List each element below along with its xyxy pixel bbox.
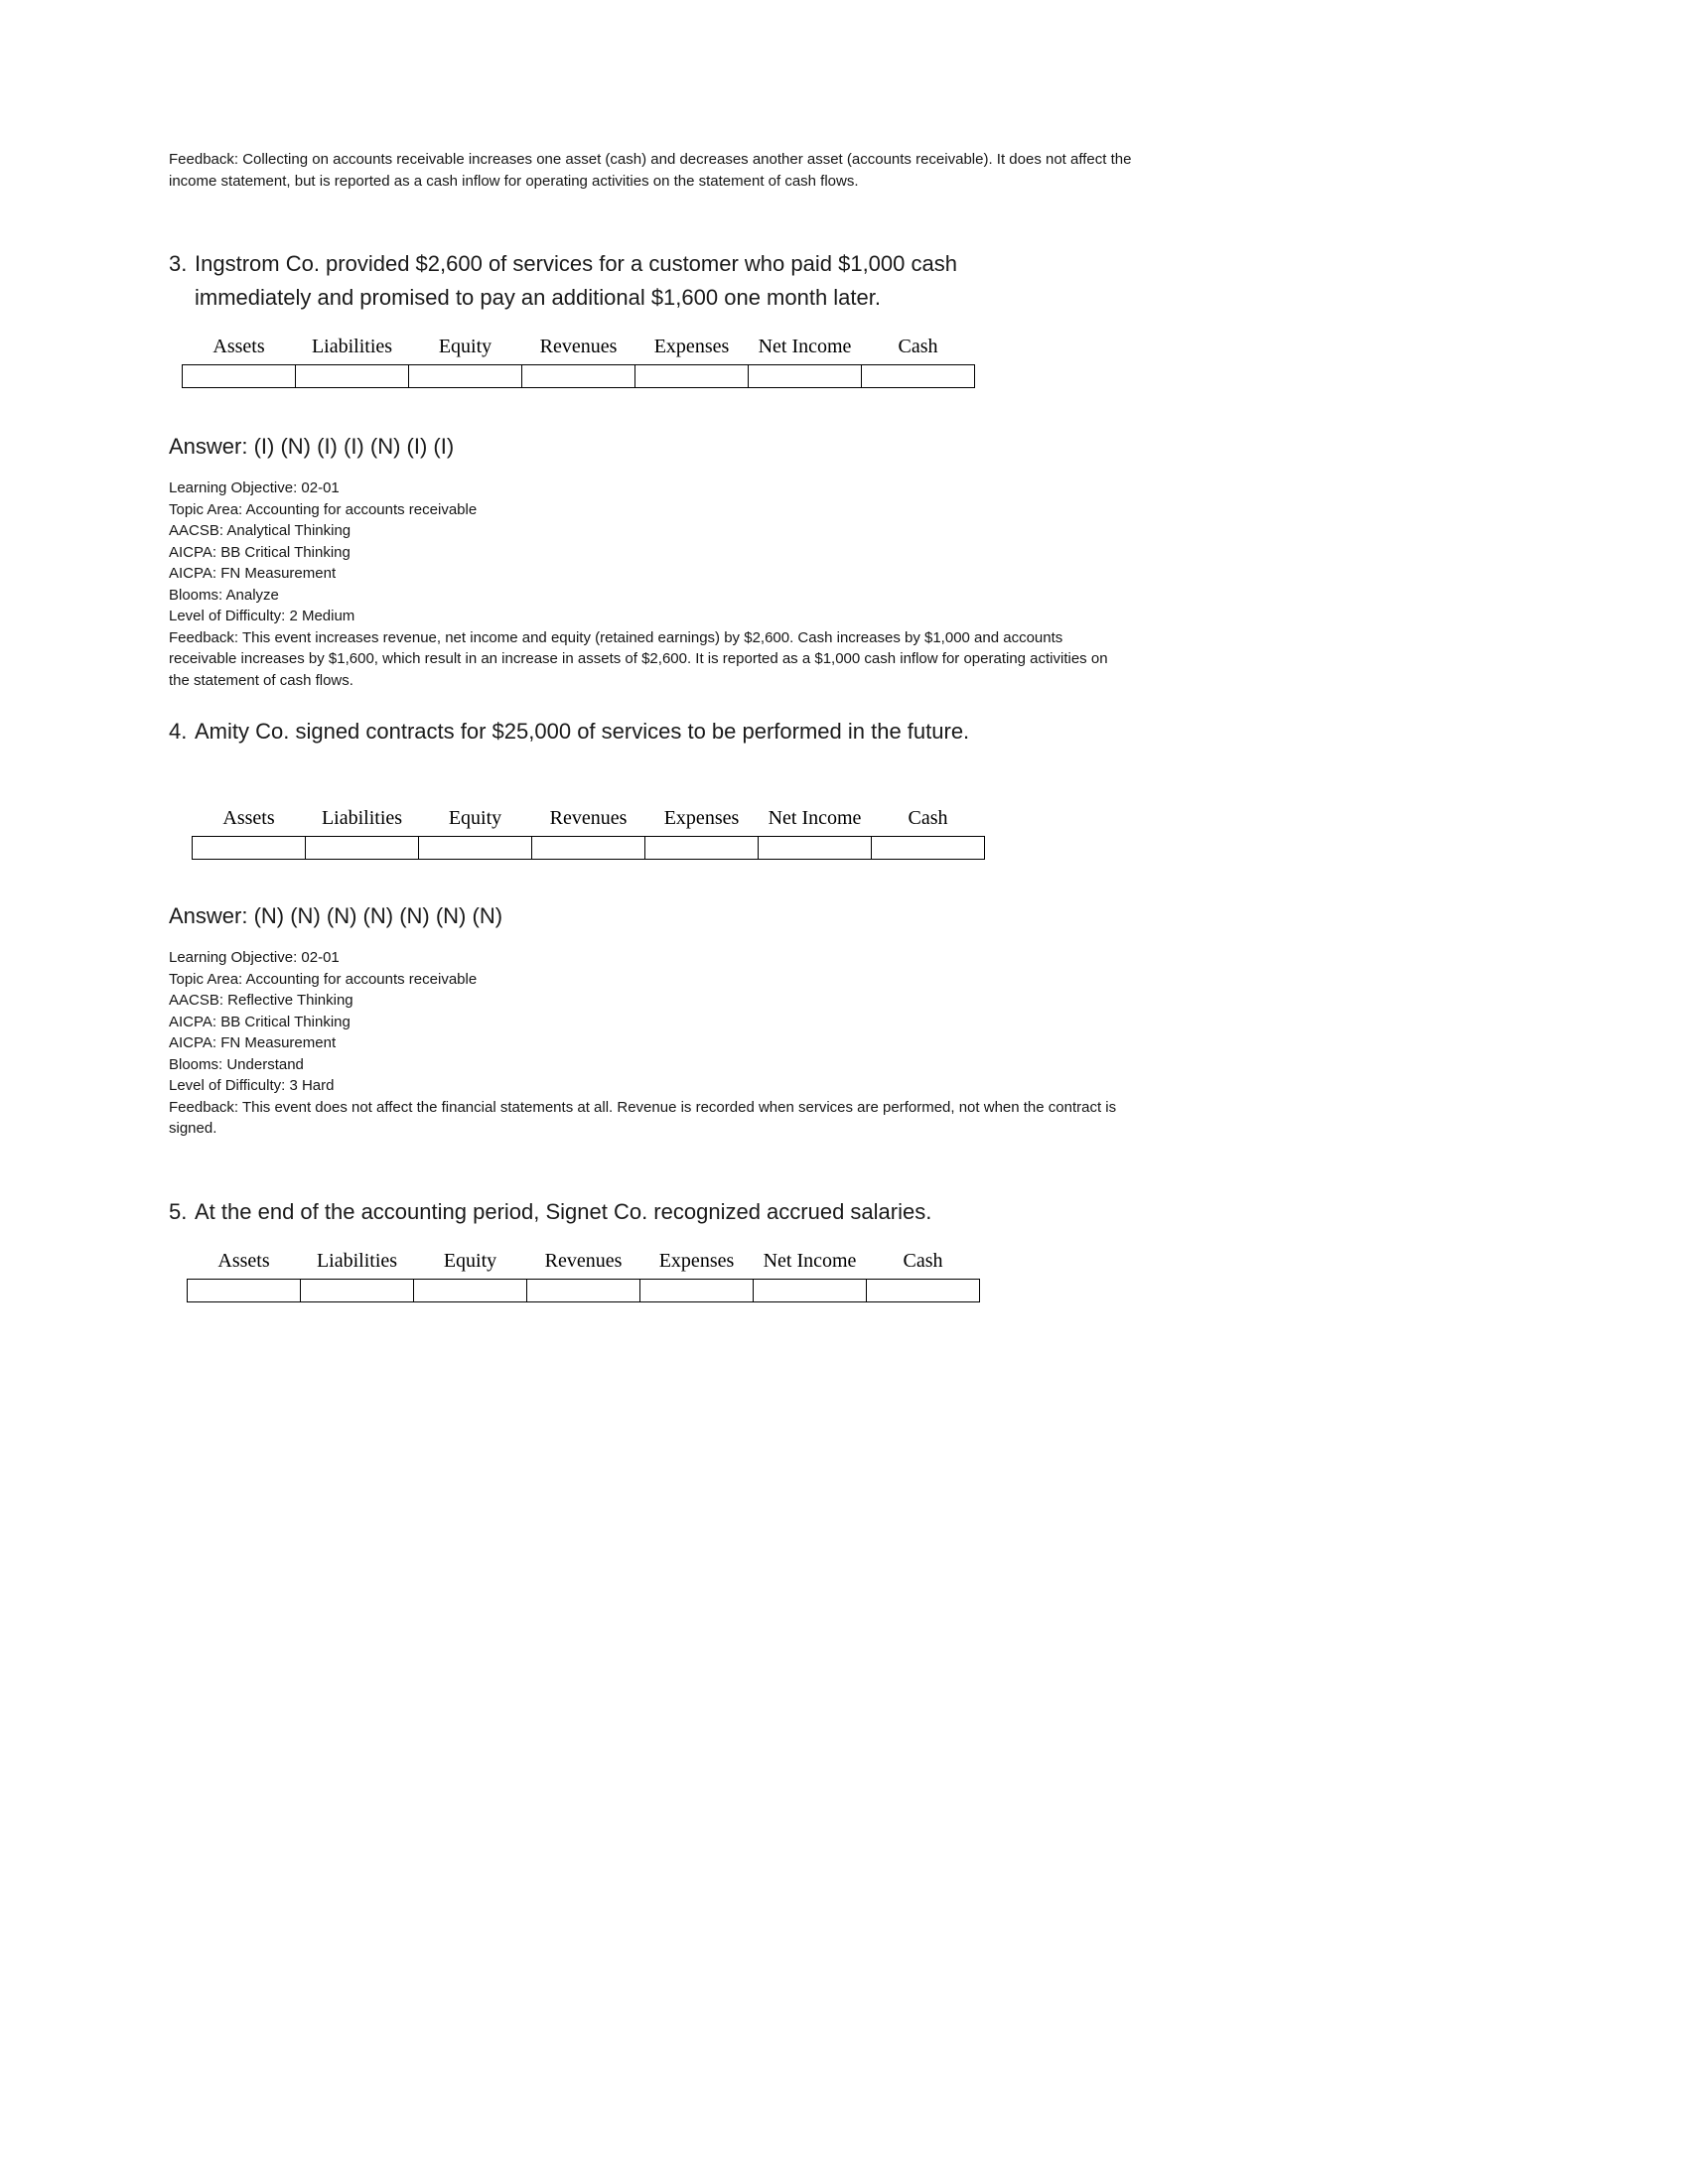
question-text: Ingstrom Co. provided $2,600 of services for a customer who paid $1,000 cash immediately and promised to pay an additional $1,600 one month later. (195, 251, 957, 310)
column-header-revenues: Revenues (544, 1249, 623, 1272)
effect-cell-assets (193, 837, 306, 860)
column-header-expenses: Expenses (658, 1249, 735, 1272)
effect-cell-liabilities (301, 1279, 414, 1301)
feedback-paragraph: Feedback: Collecting on accounts receivable increases one asset (cash) and decreases another asset (accounts receivable). It does not affect the income statement, but is reported as a cash inflow for operating activities on the statement of cash flows. (169, 151, 1132, 190)
question-metadata (169, 478, 1132, 691)
meta-line: Blooms: Understand (169, 1055, 304, 1073)
meta-line: AACSB: Reflective Thinking (169, 992, 353, 1009)
effect-cell-assets (183, 365, 296, 388)
effect-cell-equity (414, 1279, 527, 1301)
column-header-net-income: Net Income (763, 1249, 857, 1272)
effect-cell-revenues (532, 837, 645, 860)
column-header-cash: Cash (908, 807, 948, 829)
meta-feedback: Feedback: This event does not affect the financial statements at all. Revenue is recorded when services are performed, not when the contract is signed. (169, 1098, 1117, 1137)
financial-effects-table-q4 (192, 806, 985, 860)
effect-cell-net-income (759, 837, 872, 860)
question-text: At the end of the accounting period, Signet Co. recognized accrued salaries. (195, 1198, 932, 1224)
column-header-net-income: Net Income (758, 336, 852, 357)
column-header-assets: Assets (222, 807, 275, 829)
column-header-equity: Equity (438, 336, 492, 357)
effect-cell-equity (419, 837, 532, 860)
effect-cell-expenses (645, 837, 759, 860)
column-header-equity: Equity (448, 807, 502, 829)
question-metadata (169, 947, 1132, 1140)
effect-cell-cash (862, 365, 975, 388)
question-number: 5. (169, 1198, 188, 1224)
question-title (169, 1195, 1035, 1229)
question-4 (169, 715, 1519, 1140)
column-header-assets: Assets (212, 336, 265, 357)
column-header-revenues: Revenues (539, 336, 618, 357)
meta-line: Blooms: Analyze (169, 586, 279, 604)
answer-line: Answer: (I) (N) (I) (I) (N) (I) (I) (169, 434, 455, 459)
effect-cell-net-income (749, 365, 862, 388)
meta-line: Level of Difficulty: 3 Hard (169, 1077, 335, 1094)
effect-cell-cash (872, 837, 985, 860)
effect-cell-liabilities (296, 365, 409, 388)
effect-cell-equity (409, 365, 522, 388)
meta-line: AICPA: BB Critical Thinking (169, 543, 351, 561)
column-header-expenses: Expenses (663, 807, 740, 829)
question-number: 4. (169, 719, 188, 744)
column-header-assets: Assets (217, 1249, 270, 1272)
effect-cell-liabilities (306, 837, 419, 860)
effect-cell-revenues (522, 365, 635, 388)
column-header-cash: Cash (898, 336, 938, 357)
answer-line: Answer: (N) (N) (N) (N) (N) (N) (N) (169, 903, 503, 928)
answer-row (183, 365, 975, 388)
column-header-equity: Equity (443, 1249, 497, 1272)
question-text: Amity Co. signed contracts for $25,000 of services to be performed in the future. (195, 719, 970, 744)
meta-line: Learning Objective: 02-01 (169, 479, 340, 496)
column-header-revenues: Revenues (549, 807, 628, 829)
answer-row (193, 837, 985, 860)
column-header-liabilities: Liabilities (316, 1249, 398, 1272)
column-header-cash: Cash (903, 1249, 943, 1272)
meta-feedback: Feedback: This event increases revenue, net income and equity (retained earnings) by $2,600. Cash increases by $1,000 and accounts receivable increases by $1,600, which result in an increase in assets of $2,600. It is reported as a $1,000 cash inflow for operating activities on the statement of cash flows. (169, 628, 1108, 689)
financial-effects-table-q3 (182, 335, 975, 388)
question-3 (169, 247, 1519, 691)
meta-line: Level of Difficulty: 2 Medium (169, 608, 355, 624)
question-number: 3. (169, 251, 188, 276)
effect-cell-expenses (635, 365, 749, 388)
column-header-expenses: Expenses (653, 336, 730, 357)
meta-line: AACSB: Analytical Thinking (169, 522, 352, 539)
question-5 (169, 1195, 1519, 1302)
effect-cell-net-income (754, 1279, 867, 1301)
table-header-row (188, 1249, 980, 1280)
meta-line: AICPA: FN Measurement (169, 1034, 337, 1051)
question-title (169, 715, 1035, 749)
question-title (169, 247, 1035, 315)
meta-line: AICPA: FN Measurement (169, 565, 337, 582)
table-header-row (193, 806, 985, 837)
table-header-row (183, 335, 975, 365)
column-header-liabilities: Liabilities (321, 807, 403, 829)
meta-line: Learning Objective: 02-01 (169, 949, 340, 966)
answer-row (188, 1279, 980, 1301)
financial-effects-table-q5 (187, 1249, 980, 1302)
effect-cell-assets (188, 1279, 301, 1301)
effect-cell-expenses (640, 1279, 754, 1301)
meta-line: AICPA: BB Critical Thinking (169, 1013, 351, 1030)
meta-line: Topic Area: Accounting for accounts receivable (169, 500, 478, 518)
effect-cell-revenues (527, 1279, 640, 1301)
column-header-liabilities: Liabilities (311, 336, 393, 357)
column-header-net-income: Net Income (768, 807, 862, 829)
effect-cell-cash (867, 1279, 980, 1301)
meta-line: Topic Area: Accounting for accounts receivable (169, 970, 478, 988)
